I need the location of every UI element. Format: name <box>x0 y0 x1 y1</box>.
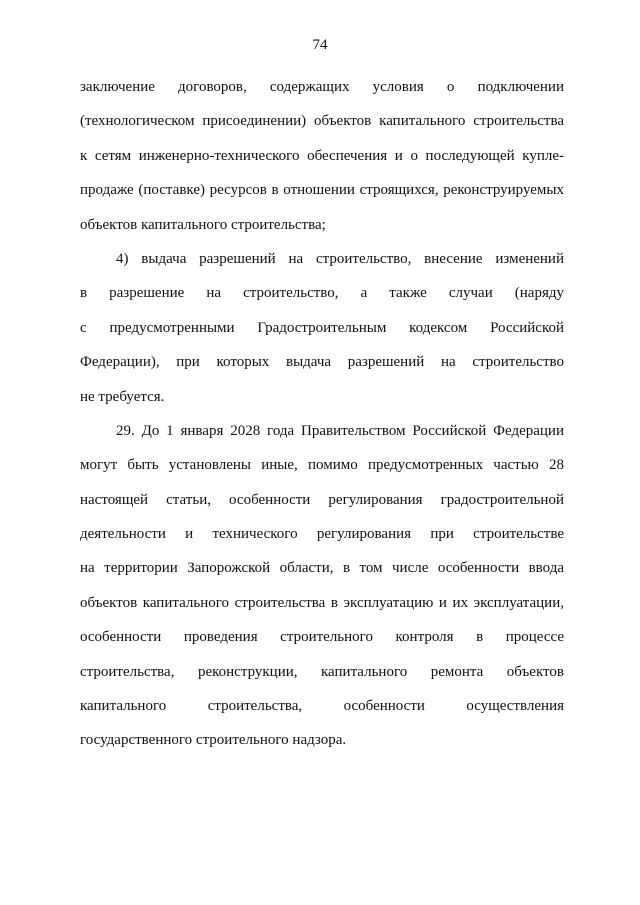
text-line: объектов капитального строительства; <box>80 216 326 233</box>
paragraph-3 <box>80 414 564 758</box>
text-line: строительства, реконструкции, капитального ремонта объектов <box>80 663 564 680</box>
text-line: деятельности и технического регулирования при строительстве <box>80 526 564 543</box>
text-line: настоящей статьи, особенности регулирования градостроительной <box>80 491 564 508</box>
text-line: особенности проведения строительного контроля в процессе <box>80 629 564 646</box>
paragraph-2 <box>80 242 564 414</box>
text-line: продаже (поставке) ресурсов в отношении строящихся, реконструируемых <box>80 182 564 199</box>
text-line: к сетям инженерно-технического обеспечения и о последующей купле- <box>80 147 564 164</box>
text-line: 4) выдача разрешений на строительство, внесение изменений <box>116 250 564 267</box>
text-line: (технологическом присоединении) объектов капитального строительства <box>80 113 564 130</box>
text-line: в разрешение на строительство, а также случаи (наряду <box>80 285 564 302</box>
text-line: Федерации), при которых выдача разрешений на строительство <box>80 354 564 371</box>
text-line: на территории Запорожской области, в том числе особенности ввода <box>80 560 564 577</box>
text-line: государственного строительного надзора. <box>80 732 347 749</box>
document-body <box>80 70 564 758</box>
text-line: объектов капитального строительства в эксплуатацию и их эксплуатации, <box>80 594 564 611</box>
paragraph-1 <box>80 70 564 242</box>
text-line: не требуется. <box>80 388 165 405</box>
text-line: 29. До 1 января 2028 года Правительством Российской Федерации <box>116 422 564 439</box>
text-line: капитального строительства, особенности осуществления <box>80 698 564 715</box>
text-line: с предусмотренными Градостроительным кодексом Российской <box>80 319 564 336</box>
page-number: 74 <box>312 37 328 53</box>
text-line: могут быть установлены иные, помимо предусмотренных частью 28 <box>80 457 564 474</box>
text-line: заключение договоров, содержащих условия о подключении <box>80 79 564 95</box>
